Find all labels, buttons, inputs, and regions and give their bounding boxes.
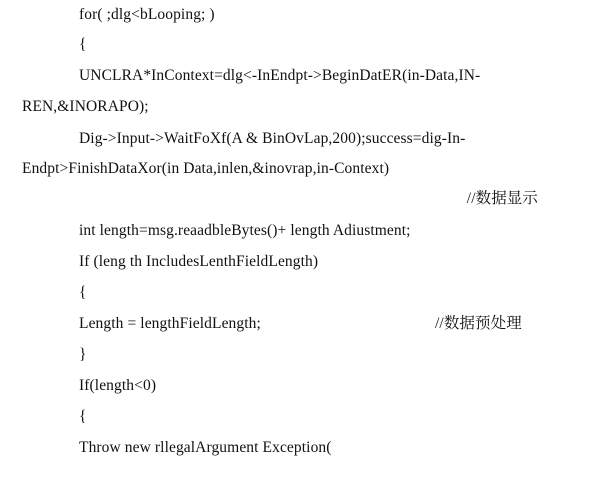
code-line-close-brace: } [79,346,87,363]
code-line-open-brace-3: { [79,408,87,425]
code-line-if-includes: If (leng th IncludesLenthFieldLength) [79,253,319,270]
code-line-finish-data: Endpt>FinishDataXor(in Data,inlen,&inovrap,in-Context) [22,160,390,177]
code-line-length: int length=msg.reaadbleBytes()+ length Adiustment; [79,222,411,239]
code-line-for-loop: for( ;dlg<bLooping; ) [79,6,215,23]
comment-data-preprocess: //数据预处理 [435,315,522,332]
code-line-context-begin: UNCLRA*InContext=dlg<-InEndpt->BeginDatER(in-Data,IN- [79,67,481,84]
code-line-open-brace-2: { [79,284,87,301]
code-line-assign-length: Length = lengthFieldLength; [79,315,261,332]
code-line-open-brace: { [79,36,87,53]
comment-data-display: //数据显示 [466,190,538,207]
code-line-wait-input: Dig->Input->WaitFoXf(A & BinOvLap,200);success=dig-In- [79,130,466,147]
code-line-context-cont: REN,&INORAPO); [22,98,149,115]
code-line-if-negative: If(length<0) [79,377,157,394]
code-line-throw: Throw new rllegalArgument Exception( [79,439,332,456]
